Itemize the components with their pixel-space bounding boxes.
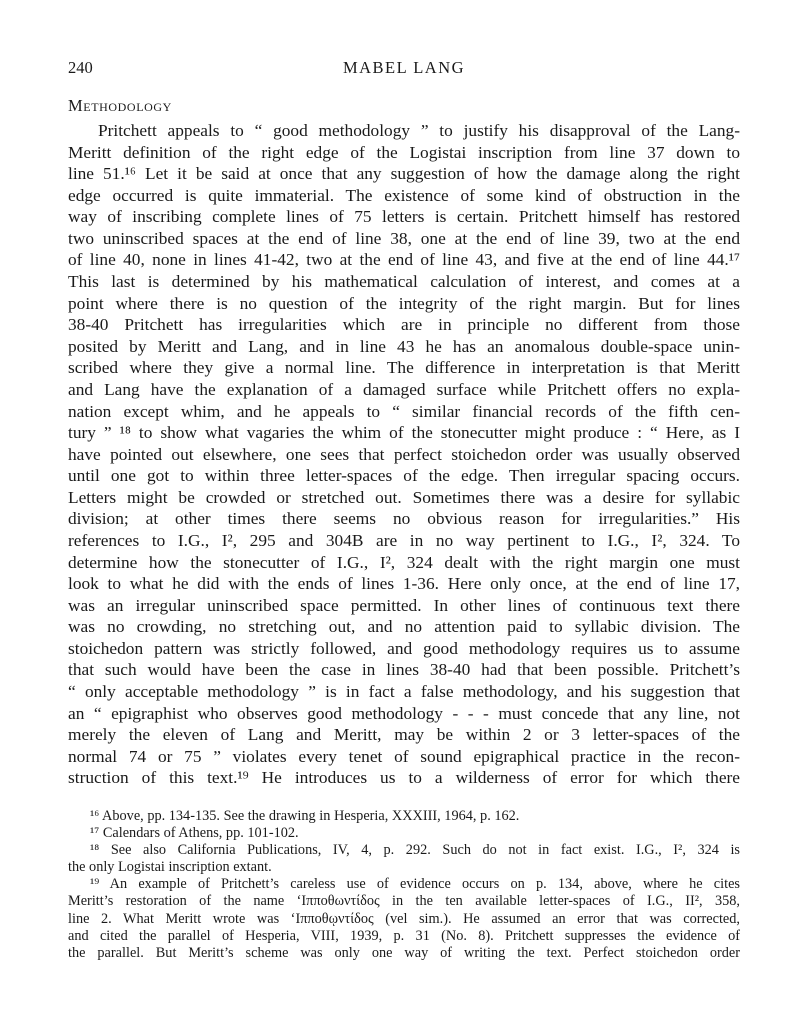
body-line: and Lang have the explanation of a damaged surface while Pritchett offers no expla- — [68, 379, 740, 399]
footnote-line: ¹⁶ Above, pp. 134-135. See the drawing in Hesperia, XXXIII, 1964, p. 162. — [90, 808, 520, 824]
body-line: nation except whim, and he appeals to “ similar financial records of the fifth cen- — [68, 401, 740, 421]
footnote-line: and cited the parallel of Hesperia, VIII, 1939, p. 31 (No. 8). Pritchett suppresses the evidence of — [68, 927, 740, 944]
section-heading: Methodology — [68, 96, 172, 115]
footnote-16 — [68, 808, 740, 825]
body-line: Letters might be crowded or stretched out. Sometimes there was a desire for syllabic — [68, 487, 740, 507]
body-line: merely the eleven of Lang and Meritt, may be within 2 or 3 letter-spaces of the — [68, 725, 740, 745]
body-line: Meritt definition of the right edge of the Logistai inscription from line 37 down to — [68, 142, 740, 162]
body-line: of line 40, none in lines 41-42, two at the end of line 43, and five at the end of line 44.¹⁷ — [68, 250, 740, 270]
body-line: posited by Meritt and Lang, and in line 43 he has an anomalous double-space unin- — [68, 336, 740, 356]
body-line: This last is determined by his mathematical calculation of interest, and comes at a — [68, 272, 740, 292]
body-line: have pointed out elsewhere, one sees that perfect stoichedon order was usually observed — [68, 444, 740, 464]
body-line: tury ” ¹⁸ to show what vagaries the whim of the stonecutter might produce : “ Here, as I — [68, 423, 740, 443]
body-line: normal 74 or 75 ” violates every tenet of sound epigraphical practice in the recon- — [68, 746, 740, 766]
footnote-line: the parallel. But Meritt’s scheme was only one way of writing the text. Perfect stoichedon order — [68, 944, 740, 961]
body-line: line 51.¹⁶ Let it be said at once that any suggestion of how the damage along the right — [68, 164, 740, 184]
body-line: look to what he did with the ends of lines 1-36. Here only once, at the end of line 17, — [68, 574, 740, 594]
body-paragraph — [68, 120, 740, 789]
footnote-18 — [68, 842, 740, 876]
page-number: 240 — [68, 58, 93, 77]
body-line: scribed where they give a normal line. The difference in interpretation is that Meritt — [68, 358, 740, 378]
footnote-line: line 2. What Meritt wrote was ‘Ιπποθῳντίδος (vel sim.). He assumed an error that was corrected, — [68, 910, 740, 927]
footnote-line: Meritt’s restoration of the name ‘Ιπποθωντίδος in the ten available letter-spaces of I.G., II², 358, — [68, 893, 740, 910]
body-line: edge occurred is quite immaterial. The existence of some kind of obstruction in the — [68, 185, 740, 205]
body-line: was no crowding, no stretching out, and no attention paid to syllabic division. The — [68, 617, 740, 637]
footnote-line: the only Logistai inscription extant. — [68, 859, 272, 876]
footnote-line: ¹⁸ See also California Publications, IV, 4, p. 292. Such do not in fact exist. I.G., I², 324 is — [90, 842, 740, 859]
body-line: point where there is no question of the integrity of the right margin. But for lines — [68, 293, 740, 313]
footnote-19 — [68, 876, 740, 961]
footnotes — [68, 808, 740, 962]
body-line: division; at other times there seems no obvious reason for irregularities.” His — [68, 509, 740, 529]
body-line: stoichedon pattern was strictly followed, and good methodology requires us to assume — [68, 638, 740, 658]
body-line: “ only acceptable methodology ” is in fact a false methodology, and his suggestion that — [68, 682, 740, 702]
footnote-17 — [68, 825, 740, 842]
body-line: until one got to within three letter-spaces of the edge. Then irregular spacing occurs. — [68, 466, 740, 486]
footnote-line: ¹⁷ Calendars of Athens, pp. 101-102. — [90, 825, 299, 842]
body-line: two uninscribed spaces at the end of line 38, one at the end of line 39, two at the end — [68, 228, 740, 248]
body-line: references to I.G., I², 295 and 304B are in no way pertinent to I.G., I², 324. To — [68, 530, 740, 550]
page-header — [68, 58, 740, 84]
running-head: MABEL LANG — [342, 58, 466, 77]
body-line: that such would have been the case in lines 38-40 had that been possible. Pritchett’s — [68, 660, 740, 680]
body-line: way of inscribing complete lines of 75 letters is certain. Pritchett himself has restored — [68, 207, 740, 227]
body-line: Pritchett appeals to “ good methodology ” to justify his disapproval of the Lang- — [98, 121, 740, 140]
body-line: determine how the stonecutter of I.G., I², 324 dealt with the right margin one must — [68, 552, 740, 572]
body-line: 38-40 Pritchett has irregularities which are in principle no different from those — [68, 315, 740, 335]
body-line: was an irregular uninscribed space permitted. In other lines of continuous text there — [68, 595, 740, 615]
footnote-line: ¹⁹ An example of Pritchett’s careless use of evidence occurs on p. 134, above, where he cites — [90, 876, 740, 893]
body-line: struction of this text.¹⁹ He introduces us to a wilderness of error for which there — [68, 768, 740, 788]
page — [68, 58, 740, 789]
body-line: an “ epigraphist who observes good methodology - - - must concede that any line, not — [68, 703, 740, 723]
